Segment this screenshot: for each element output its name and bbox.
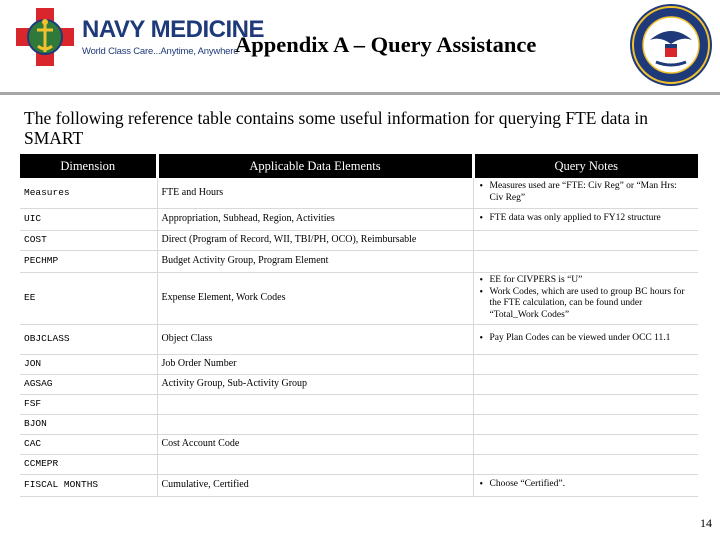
intro-text: The following reference table contains some useful information for querying FTE data in SMART — [24, 108, 648, 148]
dimension-cell: OBJCLASS — [20, 324, 157, 354]
table-row — [20, 374, 698, 394]
table-row — [20, 208, 698, 230]
logo-tagline: World Class Care...Anytime, Anywhere — [82, 46, 239, 57]
query-notes-cell — [473, 414, 698, 434]
query-notes-cell — [473, 208, 698, 230]
navy-medicine-emblem-icon — [10, 6, 80, 68]
table-row — [20, 434, 698, 454]
data-elements-cell — [157, 454, 473, 474]
data-elements-cell: Budget Activity Group, Program Element — [157, 250, 473, 272]
query-notes-cell — [473, 394, 698, 414]
dimension-cell: Measures — [20, 178, 157, 208]
dimension-cell: COST — [20, 230, 157, 250]
query-note-bullet: • Measures used are “FTE: Civ Reg” or “Man Hrs: Civ Reg” — [478, 181, 689, 204]
query-note-bullet: • Pay Plan Codes can be viewed under OCC 11.1 — [478, 333, 689, 345]
logo-name: NAVY MEDICINE — [82, 16, 264, 43]
dimension-cell: AGSAG — [20, 374, 157, 394]
data-elements-cell: Cumulative, Certified — [157, 474, 473, 496]
data-elements-cell: Activity Group, Sub-Activity Group — [157, 374, 473, 394]
dimension-cell: UIC — [20, 208, 157, 230]
dimension-cell: CAC — [20, 434, 157, 454]
department-of-navy-seal-icon — [628, 2, 714, 88]
query-note-bullet: • EE for CIVPERS is “U” — [478, 275, 689, 287]
query-reference-table — [20, 154, 698, 497]
data-elements-cell — [157, 414, 473, 434]
page-title: Appendix A – Query Assistance — [235, 32, 537, 57]
table-row — [20, 474, 698, 496]
data-elements-cell — [157, 394, 473, 414]
data-elements-cell: Expense Element, Work Codes — [157, 272, 473, 324]
table-row — [20, 324, 698, 354]
query-notes-cell — [473, 434, 698, 454]
data-elements-cell: FTE and Hours — [157, 178, 473, 208]
table-header-row — [20, 154, 698, 178]
data-elements-cell: Object Class — [157, 324, 473, 354]
dimension-cell: FSF — [20, 394, 157, 414]
dimension-cell: CCMEPR — [20, 454, 157, 474]
table-row — [20, 394, 698, 414]
page-number: 14 — [700, 516, 712, 530]
data-elements-cell: Appropriation, Subhead, Region, Activities — [157, 208, 473, 230]
query-notes-cell — [473, 250, 698, 272]
query-notes-cell — [473, 324, 698, 354]
table-row — [20, 250, 698, 272]
query-notes-cell — [473, 454, 698, 474]
column-header-data-elements: Applicable Data Elements — [157, 154, 473, 178]
dimension-cell: FISCAL MONTHS — [20, 474, 157, 496]
table-row — [20, 178, 698, 208]
query-notes-cell — [473, 272, 698, 324]
column-header-query-notes: Query Notes — [473, 154, 698, 178]
data-elements-cell: Job Order Number — [157, 354, 473, 374]
query-notes-cell — [473, 178, 698, 208]
data-elements-cell: Direct (Program of Record, WII, TBI/PH, OCO), Reimbursable — [157, 230, 473, 250]
query-note-bullet: • FTE data was only applied to FY12 structure — [478, 213, 689, 225]
table-row — [20, 354, 698, 374]
header-divider — [0, 92, 720, 95]
query-note-bullet: • Work Codes, which are used to group BC hours for the FTE calculation, can be found under “Total_Work Codes” — [478, 287, 689, 322]
data-elements-cell: Cost Account Code — [157, 434, 473, 454]
column-header-dimension: Dimension — [20, 154, 157, 178]
query-notes-cell — [473, 354, 698, 374]
dimension-cell: BJON — [20, 414, 157, 434]
table-row — [20, 414, 698, 434]
table-row — [20, 454, 698, 474]
dimension-cell: PECHMP — [20, 250, 157, 272]
query-notes-cell — [473, 474, 698, 496]
dimension-cell: EE — [20, 272, 157, 324]
query-notes-cell — [473, 230, 698, 250]
navy-medicine-logo — [10, 6, 264, 68]
dimension-cell: JON — [20, 354, 157, 374]
query-note-bullet: • Choose “Certified”. — [478, 479, 689, 491]
query-notes-cell — [473, 374, 698, 394]
table-row — [20, 272, 698, 324]
table-row — [20, 230, 698, 250]
